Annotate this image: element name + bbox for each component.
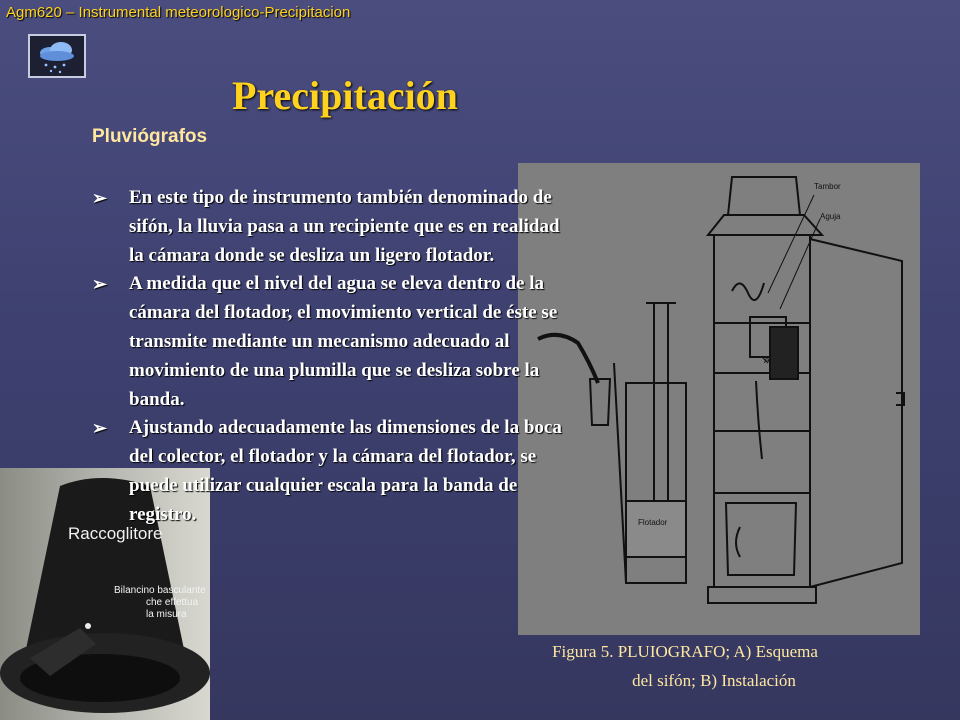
- bullet-text: Ajustando adecuadamente las dimensiones de la boca del colector, el flotador y la cámara del flotador, se puede utilizar cualquier escala para la banda de registro.: [129, 417, 562, 525]
- diagram-label-aguja: Aguja: [820, 212, 841, 221]
- diagram-label-tambor: Tambor: [814, 182, 841, 191]
- photo-brand-label: Raccoglitore: [68, 524, 163, 543]
- bullet-item: [92, 270, 570, 414]
- slide-subtitle: Pluviógrafos: [92, 126, 208, 147]
- bullet-text: En este tipo de instrumento también denominado de sifón, la lluvia pasa a un recipiente que es en realidad la cámara donde se desliza un ligero flotador.: [129, 187, 560, 266]
- bullet-list: [92, 184, 570, 530]
- arrow-bullet-icon: ➢: [92, 418, 108, 439]
- arrow-bullet-icon: ➢: [92, 188, 108, 208]
- figure-caption-line1: Figura 5. PLUIOGRAFO; A) Esquema: [552, 642, 818, 661]
- bullet-text: A medida que el nivel del agua se eleva dentro de la cámara del flotador, el movimiento vertical de éste se transmite mediante un mecanismo adecuado al movimiento de una plumilla que se desliza sobre la banda.: [129, 273, 558, 410]
- photo-caption-line1: Bilancino basculante: [114, 585, 206, 596]
- bullet-item: [92, 414, 570, 529]
- slide-title: Precipitación: [232, 73, 458, 118]
- arrow-bullet-icon: ➢: [92, 274, 108, 295]
- photo-caption-line3: la misura: [146, 609, 187, 620]
- figure-caption-line2: del sifón; B) Instalación: [632, 671, 796, 690]
- slide-header: Agm620 – Instrumental meteorologico-Precipitacion: [6, 4, 351, 21]
- photo-caption-line2: che effettua: [146, 597, 199, 608]
- pluviograph-diagram: [518, 163, 920, 635]
- diagram-label-flotador: Flotador: [638, 518, 668, 527]
- bullet-item: [92, 184, 570, 270]
- diagram-label-a: A: [764, 355, 771, 365]
